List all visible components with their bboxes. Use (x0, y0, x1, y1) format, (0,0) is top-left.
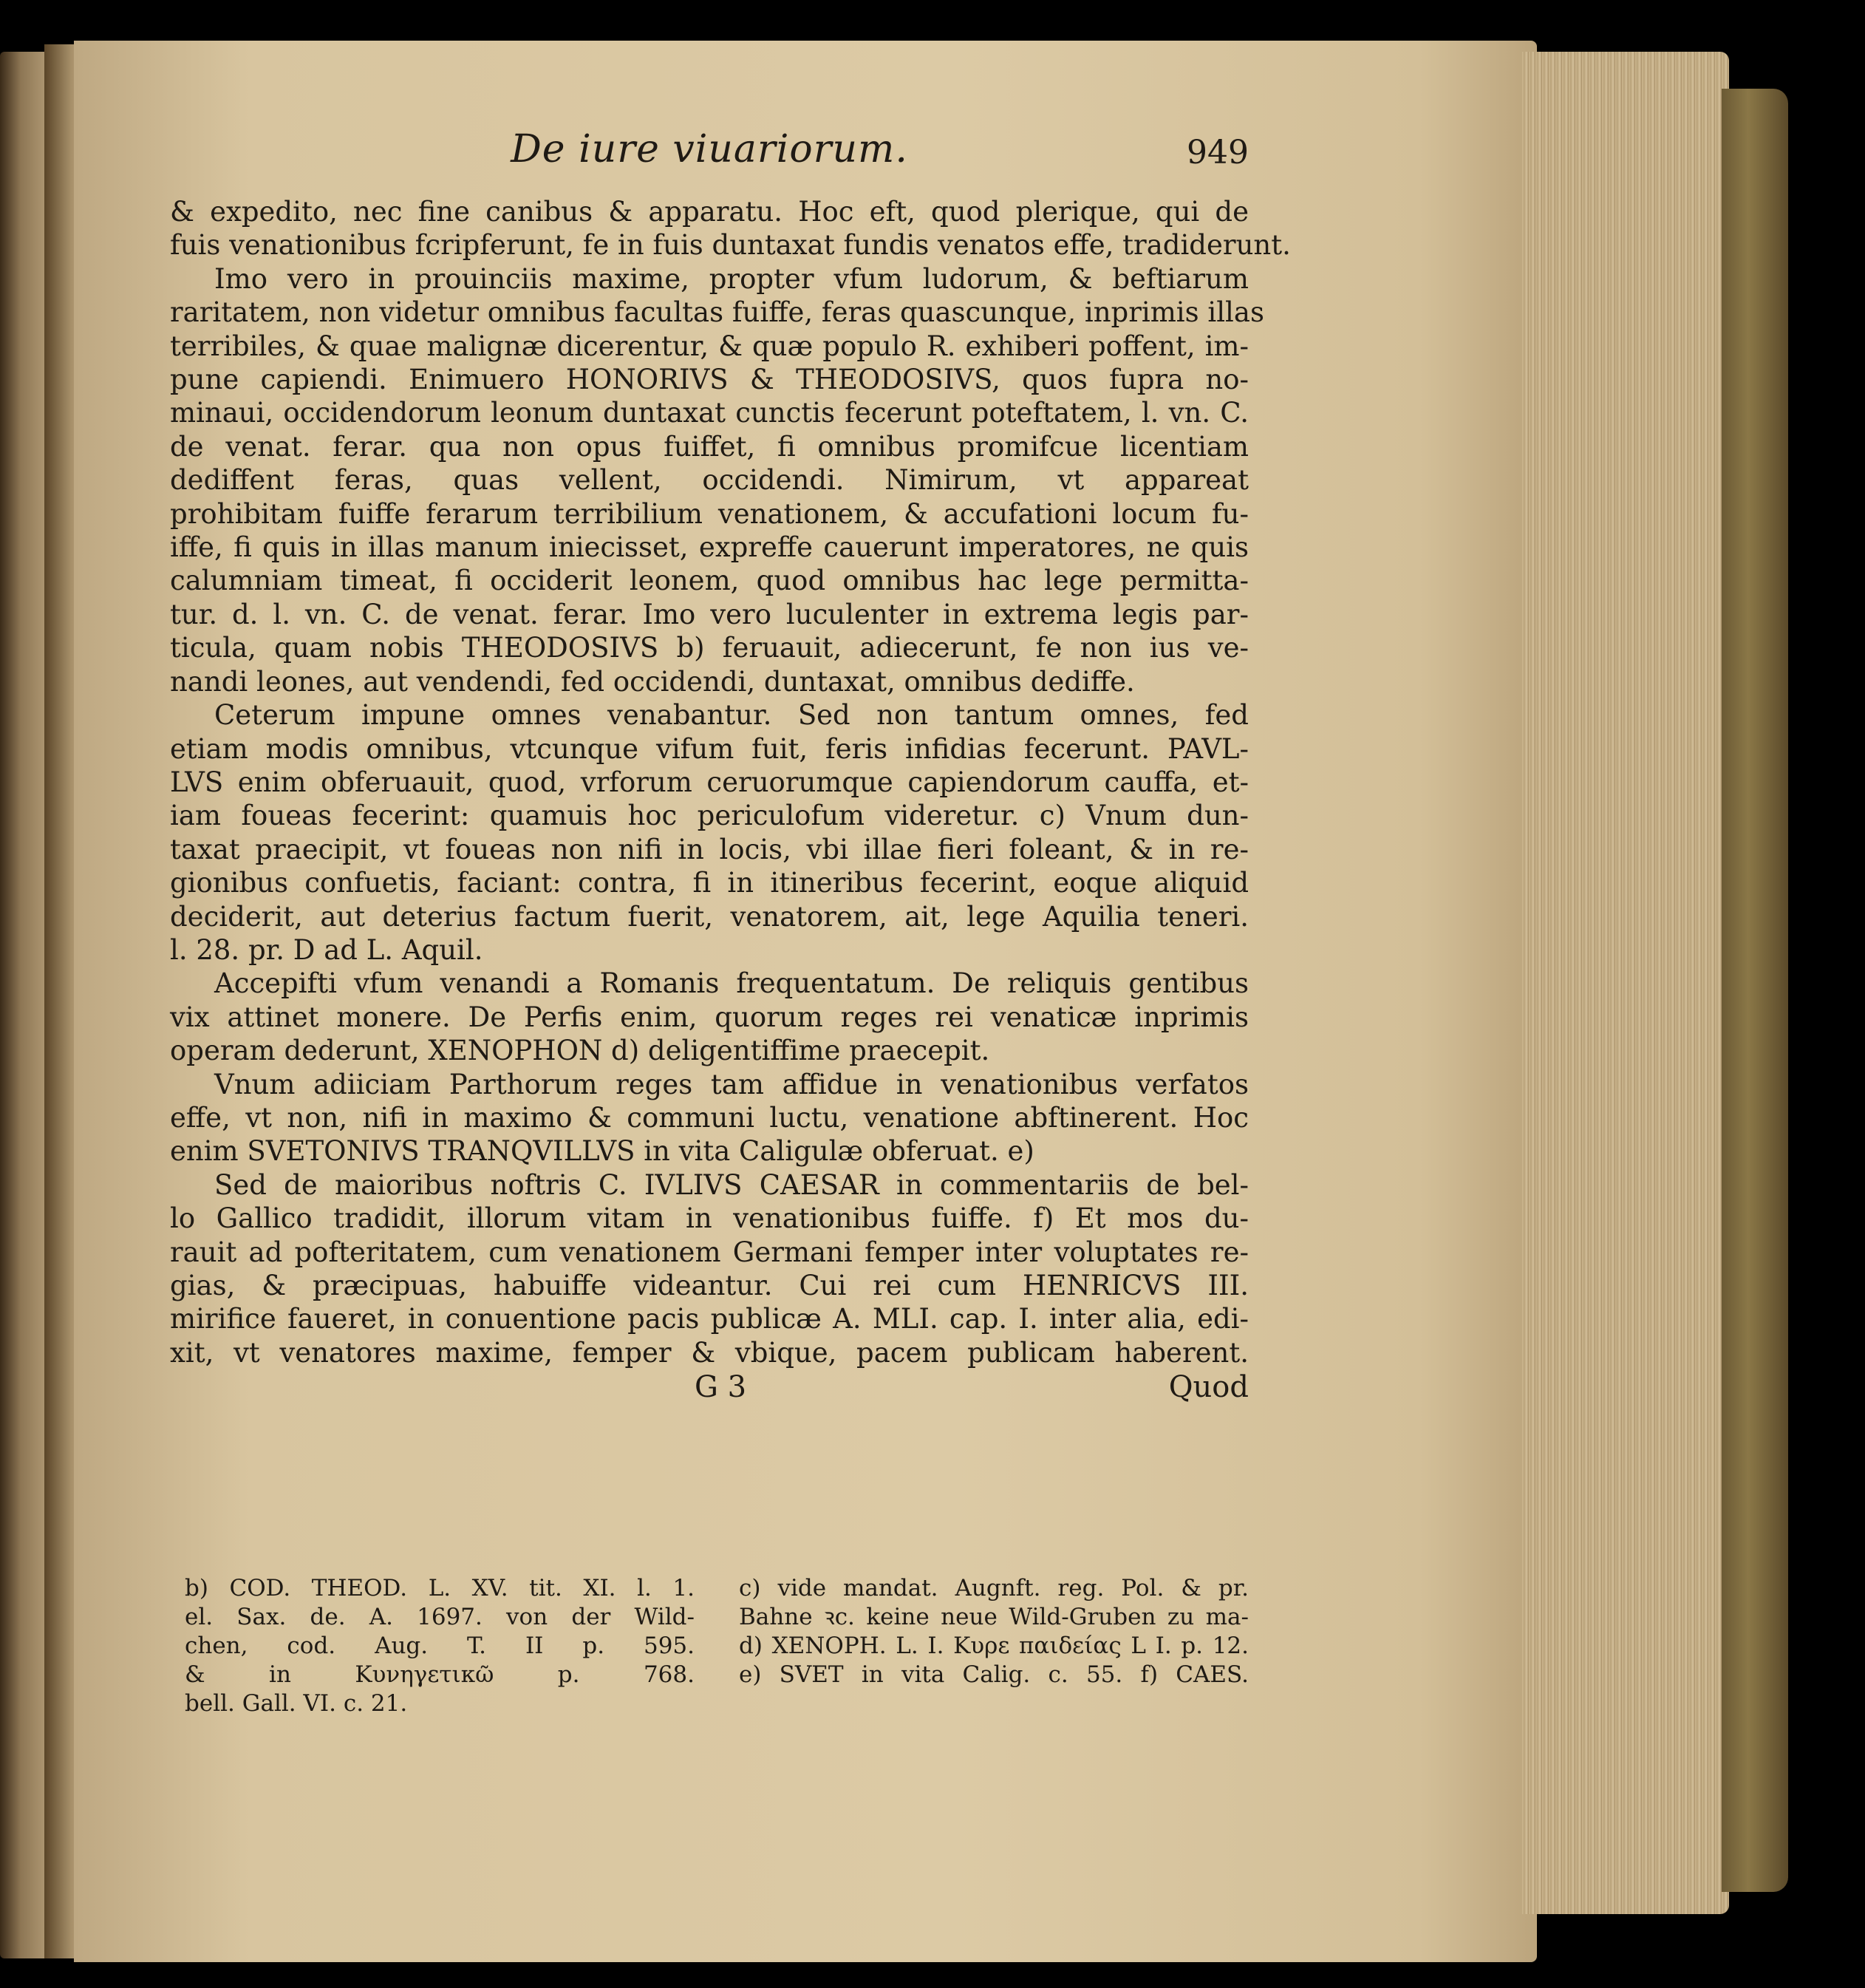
body-line: pune capiendi. Enimuero HONORIVS & THEODOSIVS, quos fupra no- (170, 364, 1249, 396)
catchword: Quod (1168, 1370, 1249, 1405)
body-line: mirifice faueret, in conuentione pacis publicæ A. MLI. cap. I. inter alia, edi- (170, 1303, 1249, 1335)
body-line: effe, vt non, nifi in maximo & communi luctu, venatione abftinerent. Hoc (170, 1101, 1249, 1134)
body-line: gionibus confuetis, faciant: contra, fi in itineribus fecerint, eoque aliquid (170, 867, 1249, 899)
page-stack-edges (1522, 52, 1729, 1914)
body-line: dediffent feras, quas vellent, occidendi. Nimirum, vt appareat (170, 464, 1249, 497)
body-line: fuis venationibus fcripferunt, fe in fuis duntaxat fundis venatos effe, tradiderunt. (170, 229, 1291, 262)
footnote-line: & in Κυνηγετικῶ p. 768. (185, 1661, 695, 1688)
body-line: iam foueas fecerint: quamuis hoc periculofum videretur. c) Vnum dun- (170, 800, 1249, 832)
body-line: Ceterum impune omnes venabantur. Sed non tantum omnes, fed (214, 699, 1249, 732)
footnote-line: d) XENOPH. L. I. Κυρε παιδείας L I. p. 12. (739, 1633, 1249, 1659)
running-head-title: De iure viuariorum. (511, 127, 908, 171)
body-line: calumniam timeat, fi occiderit leonem, quod omnibus hac lege permitta- (170, 565, 1249, 597)
body-line: raritatem, non videtur omnibus facultas fuiffe, feras quascunque, inprimis illas (170, 296, 1264, 329)
body-line: etiam modis omnibus, vtcunque vifum fuit, feris infidias fecerunt. PAVL- (170, 732, 1249, 765)
body-text (170, 195, 1291, 1369)
body-line: de venat. ferar. qua non opus fuiffet, fi omnibus promifcue licentiam (170, 430, 1249, 463)
footnotes-right-column (739, 1574, 1249, 1718)
body-line: taxat praecipit, vt foueas non nifi in locis, vbi illae fieri foleant, & in re- (170, 833, 1249, 865)
signature-mark: G 3 (695, 1370, 747, 1405)
body-line: Sed de maioribus noftris C. IVLIVS CAESAR in commentariis de bel- (214, 1168, 1249, 1201)
body-line: l. 28. pr. D ad L. Aquil. (170, 933, 483, 966)
body-line: rauit ad pofteritatem, cum venationem Germani femper inter voluptates re- (170, 1236, 1249, 1268)
page-footer (170, 1371, 1249, 1406)
body-line: LVS enim obferuauit, quod, vrforum ceruorumque capiendorum cauffa, et- (170, 766, 1249, 798)
body-line: terribiles, & quae malignæ dicerentur, & quæ populo R. exhiberi poffent, im- (170, 330, 1249, 362)
body-line: ticula, quam nobis THEODOSIVS b) feruauit, adiecerunt, fe non ius ve- (170, 632, 1249, 664)
body-line: enim SVETONIVS TRANQVILLVS in vita Caligulæ obferuat. e) (170, 1135, 1034, 1168)
footnote-line: el. Sax. de. A. 1697. von der Wild- (185, 1604, 695, 1630)
body-line: vix attinet monere. De Perfis enim, quorum reges rei venaticæ inprimis (170, 1001, 1249, 1033)
body-line: minaui, occidendorum leonum duntaxat cunctis fecerunt poteftatem, l. vn. C. (170, 397, 1249, 429)
body-line: nandi leones, aut vendendi, fed occidendi, duntaxat, omnibus dediffe. (170, 665, 1135, 698)
body-line: & expedito, nec fine canibus & apparatu. Hoc eft, quod plerique, qui de (170, 196, 1249, 228)
running-head (170, 127, 1249, 185)
body-line: operam dederunt, XENOPHON d) deligentiffime praecepit. (170, 1035, 990, 1067)
footnote-line: c) vide mandat. Augnft. reg. Pol. & pr. (739, 1575, 1249, 1601)
footnote-line: e) SVET in vita Calig. c. 55. f) CAES. (739, 1661, 1249, 1688)
footnote-line: Bahne ꝛc. keine neue Wild-Gruben zu ma- (739, 1604, 1249, 1630)
footnotes (185, 1574, 1249, 1718)
footnote-line: chen, cod. Aug. T. II p. 595. (185, 1633, 695, 1659)
body-line: lo Gallico tradidit, illorum vitam in venationibus fuiffe. f) Et mos du- (170, 1202, 1249, 1235)
body-line: Accepifti vfum venandi a Romanis frequentatum. De reliquis gentibus (214, 967, 1249, 1000)
body-line: tur. d. l. vn. C. de venat. ferar. Imo vero luculenter in extrema legis par- (170, 598, 1249, 630)
book-cover-edge (1722, 89, 1788, 1892)
page-text (170, 127, 1291, 1406)
body-line: prohibitam fuiffe ferarum terribilium venationem, & accufationi locum fu- (170, 497, 1249, 530)
footnotes-left-column (185, 1574, 695, 1718)
body-line: deciderit, aut deterius factum fuerit, venatorem, ait, lege Aquilia teneri. (170, 900, 1249, 933)
footnote-line: bell. Gall. VI. c. 21. (185, 1690, 408, 1717)
body-line: iffe, fi quis in illas manum iniecisset, expreffe cauerunt imperatores, ne quis (170, 531, 1249, 564)
footnote-line: b) COD. THEOD. L. XV. tit. XI. l. 1. (185, 1575, 695, 1601)
body-line: xit, vt venatores maxime, femper & vbique, pacem publicam haberent. (170, 1336, 1249, 1369)
body-line: gias, & præcipuas, habuiffe videantur. Cui rei cum HENRICVS III. (170, 1270, 1249, 1301)
body-line: Vnum adiiciam Parthorum reges tam affidue in venationibus verfatos (214, 1068, 1249, 1100)
body-line: Imo vero in prouinciis maxime, propter vfum ludorum, & beftiarum (214, 262, 1249, 295)
page-number: 949 (1187, 134, 1249, 171)
